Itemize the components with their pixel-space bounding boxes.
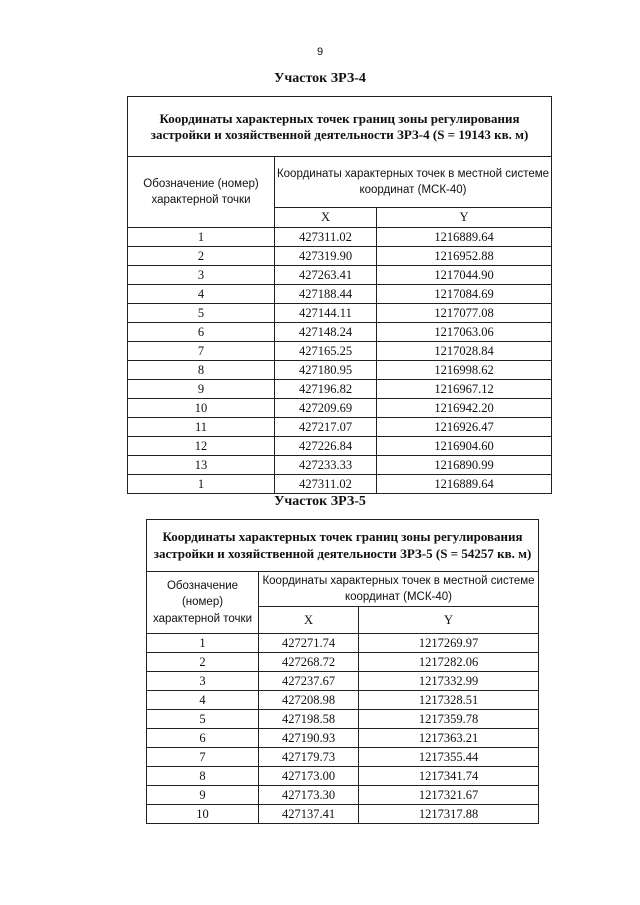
x-coordinate-cell: 427268.72 bbox=[259, 653, 359, 672]
x-coordinate-cell: 427263.41 bbox=[275, 266, 377, 285]
coordinates-table-zrz4 bbox=[127, 96, 552, 494]
table-row bbox=[128, 342, 552, 361]
x-coordinate-cell: 427319.90 bbox=[275, 247, 377, 266]
table-row bbox=[128, 266, 552, 285]
page-number: 9 bbox=[316, 46, 324, 58]
x-coordinate-cell: 427137.41 bbox=[259, 805, 359, 824]
table-row bbox=[128, 437, 552, 456]
point-number-cell: 1 bbox=[128, 228, 275, 247]
point-number-cell: 5 bbox=[147, 710, 259, 729]
table-row bbox=[128, 228, 552, 247]
table-row bbox=[128, 456, 552, 475]
x-coordinate-cell: 427173.00 bbox=[259, 767, 359, 786]
table-row bbox=[128, 247, 552, 266]
table-row bbox=[128, 475, 552, 494]
x-coordinate-cell: 427209.69 bbox=[275, 399, 377, 418]
y-coordinate-cell: 1217063.06 bbox=[377, 323, 552, 342]
y-coordinate-cell: 1216998.62 bbox=[377, 361, 552, 380]
y-coordinate-cell: 1216889.64 bbox=[377, 228, 552, 247]
table-row bbox=[147, 634, 539, 653]
y-coordinate-cell: 1216926.47 bbox=[377, 418, 552, 437]
point-number-cell: 1 bbox=[128, 475, 275, 494]
x-coordinate-cell: 427196.82 bbox=[275, 380, 377, 399]
section-title-zrz4: Участок ЗРЗ-4 bbox=[274, 71, 366, 86]
point-number-cell: 12 bbox=[128, 437, 275, 456]
table-row bbox=[128, 399, 552, 418]
point-number-cell: 8 bbox=[147, 767, 259, 786]
y-coordinate-cell: 1217282.06 bbox=[359, 653, 539, 672]
x-coordinate-cell: 427271.74 bbox=[259, 634, 359, 653]
table-row bbox=[147, 691, 539, 710]
y-coordinate-cell: 1216889.64 bbox=[377, 475, 552, 494]
table-row bbox=[147, 672, 539, 691]
x-coordinate-cell: 427217.07 bbox=[275, 418, 377, 437]
coordinates-table-zrz5 bbox=[146, 519, 539, 824]
x-coordinate-cell: 427198.58 bbox=[259, 710, 359, 729]
point-number-cell: 7 bbox=[128, 342, 275, 361]
table-row bbox=[147, 805, 539, 824]
y-coordinate-cell: 1216952.88 bbox=[377, 247, 552, 266]
x-coordinate-cell: 427165.25 bbox=[275, 342, 377, 361]
y-coordinate-cell: 1216967.12 bbox=[377, 380, 552, 399]
point-number-cell: 9 bbox=[128, 380, 275, 399]
table-row bbox=[128, 285, 552, 304]
point-number-cell: 3 bbox=[147, 672, 259, 691]
x-coordinate-cell: 427311.02 bbox=[275, 475, 377, 494]
y-coordinate-cell: 1217355.44 bbox=[359, 748, 539, 767]
table-body bbox=[147, 634, 539, 824]
y-coordinate-cell: 1217321.67 bbox=[359, 786, 539, 805]
y-coordinate-cell: 1217028.84 bbox=[377, 342, 552, 361]
column-header-coordinates: Координаты характерных точек в местной системе координат (МСК-40) bbox=[275, 157, 552, 208]
point-number-cell: 4 bbox=[128, 285, 275, 304]
y-coordinate-cell: 1217359.78 bbox=[359, 710, 539, 729]
table-row bbox=[147, 710, 539, 729]
y-coordinate-cell: 1217341.74 bbox=[359, 767, 539, 786]
column-header-x: X bbox=[275, 208, 377, 228]
y-coordinate-cell: 1216890.99 bbox=[377, 456, 552, 475]
x-coordinate-cell: 427179.73 bbox=[259, 748, 359, 767]
section-title-zrz5: Участок ЗРЗ-5 bbox=[274, 494, 366, 509]
y-coordinate-cell: 1217363.21 bbox=[359, 729, 539, 748]
table-body bbox=[128, 228, 552, 494]
table-row bbox=[147, 786, 539, 805]
y-coordinate-cell: 1217269.97 bbox=[359, 634, 539, 653]
point-number-cell: 2 bbox=[147, 653, 259, 672]
y-coordinate-cell: 1217332.99 bbox=[359, 672, 539, 691]
table-row bbox=[128, 380, 552, 399]
point-number-cell: 7 bbox=[147, 748, 259, 767]
table-row bbox=[128, 418, 552, 437]
table-row bbox=[147, 748, 539, 767]
column-header-x: X bbox=[259, 607, 359, 634]
point-number-cell: 13 bbox=[128, 456, 275, 475]
point-number-cell: 8 bbox=[128, 361, 275, 380]
y-coordinate-cell: 1217084.69 bbox=[377, 285, 552, 304]
y-coordinate-cell: 1217317.88 bbox=[359, 805, 539, 824]
point-number-cell: 6 bbox=[128, 323, 275, 342]
x-coordinate-cell: 427148.24 bbox=[275, 323, 377, 342]
table-row bbox=[128, 361, 552, 380]
x-coordinate-cell: 427190.93 bbox=[259, 729, 359, 748]
x-coordinate-cell: 427144.11 bbox=[275, 304, 377, 323]
table-row bbox=[128, 304, 552, 323]
point-number-cell: 10 bbox=[147, 805, 259, 824]
column-header-coordinates: Координаты характерных точек в местной системе координат (МСК-40) bbox=[259, 572, 539, 607]
table-row bbox=[147, 767, 539, 786]
x-coordinate-cell: 427311.02 bbox=[275, 228, 377, 247]
point-number-cell: 6 bbox=[147, 729, 259, 748]
table-caption: Координаты характерных точек границ зоны регулирования застройки и хозяйственной деятельности ЗРЗ-5 (S = 54257 кв. м) bbox=[147, 520, 539, 572]
table-row bbox=[147, 653, 539, 672]
table-caption: Координаты характерных точек границ зоны регулирования застройки и хозяйственной деятельности ЗРЗ-4 (S = 19143 кв. м) bbox=[128, 97, 552, 157]
y-coordinate-cell: 1217328.51 bbox=[359, 691, 539, 710]
column-header-point: Обозначение (номер) характерной точки bbox=[147, 572, 259, 634]
x-coordinate-cell: 427173.30 bbox=[259, 786, 359, 805]
point-number-cell: 5 bbox=[128, 304, 275, 323]
point-number-cell: 2 bbox=[128, 247, 275, 266]
table-row bbox=[128, 323, 552, 342]
point-number-cell: 11 bbox=[128, 418, 275, 437]
point-number-cell: 4 bbox=[147, 691, 259, 710]
point-number-cell: 3 bbox=[128, 266, 275, 285]
column-header-y: Y bbox=[377, 208, 552, 228]
x-coordinate-cell: 427237.67 bbox=[259, 672, 359, 691]
x-coordinate-cell: 427226.84 bbox=[275, 437, 377, 456]
y-coordinate-cell: 1217077.08 bbox=[377, 304, 552, 323]
y-coordinate-cell: 1216904.60 bbox=[377, 437, 552, 456]
point-number-cell: 10 bbox=[128, 399, 275, 418]
point-number-cell: 9 bbox=[147, 786, 259, 805]
point-number-cell: 1 bbox=[147, 634, 259, 653]
y-coordinate-cell: 1216942.20 bbox=[377, 399, 552, 418]
table-row bbox=[147, 729, 539, 748]
y-coordinate-cell: 1217044.90 bbox=[377, 266, 552, 285]
column-header-y: Y bbox=[359, 607, 539, 634]
x-coordinate-cell: 427208.98 bbox=[259, 691, 359, 710]
x-coordinate-cell: 427180.95 bbox=[275, 361, 377, 380]
column-header-point: Обозначение (номер) характерной точки bbox=[128, 157, 275, 228]
x-coordinate-cell: 427188.44 bbox=[275, 285, 377, 304]
x-coordinate-cell: 427233.33 bbox=[275, 456, 377, 475]
